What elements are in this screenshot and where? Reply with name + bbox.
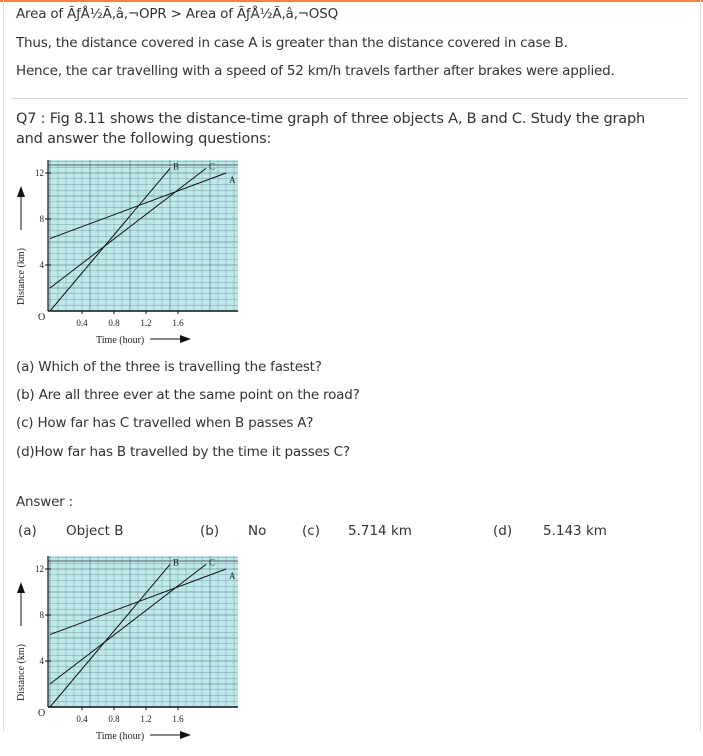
- right-border: [700, 0, 701, 732]
- series-label-B: B: [173, 161, 180, 172]
- answer-c-label: (c): [302, 523, 320, 539]
- x-tick-label: 1.6: [172, 714, 184, 724]
- answer-a-label: (a): [18, 523, 37, 539]
- answer-distance-time-graph: [0, 396, 260, 756]
- y-axis-label: Distance (km): [16, 644, 27, 701]
- x-axis-arrow-head-icon: [180, 335, 191, 343]
- question-text: Q7 : Fig 8.11 shows the distance-time graph of three objects A, B and C. Study the graph and answer the following questions:: [16, 111, 645, 147]
- y-tick-label: 8: [39, 610, 44, 620]
- x-tick-label: 1.2: [140, 318, 152, 328]
- answer-a-value: Object B: [66, 523, 124, 539]
- answer-b-value: No: [248, 523, 267, 539]
- origin-label: O: [38, 312, 46, 323]
- series-label-A: A: [229, 175, 236, 185]
- origin-label: O: [38, 708, 46, 719]
- answer-c-value: 5.714 km: [348, 523, 412, 539]
- x-tick-label: 0.4: [76, 714, 88, 724]
- answer-d-label: (d): [493, 523, 513, 539]
- y-tick-label: 4: [39, 656, 44, 666]
- y-tick-label: 8: [39, 214, 44, 224]
- question-part-d: (d)How far has B travelled by the time it passes C?: [16, 444, 350, 460]
- series-label-A: A: [229, 571, 236, 581]
- x-tick-label: 0.8: [108, 714, 120, 724]
- series-label-C: C: [209, 161, 216, 172]
- answer-d-value: 5.143 km: [543, 523, 607, 539]
- y-tick-label: 4: [39, 260, 44, 270]
- distance-time-graph: [0, 0, 260, 360]
- intro-line-1: Area of ÃƒÅ½Ã‚â‚¬OPR > Area of ÃƒÅ½Ã‚â‚¬OSQ: [16, 6, 339, 22]
- series-label-C: C: [209, 557, 216, 568]
- x-tick-label: 1.2: [140, 714, 152, 724]
- question-part-b: (b) Are all three ever at the same point on the road?: [16, 387, 360, 403]
- answer-heading: Answer :: [16, 494, 73, 510]
- y-tick-label: 12: [35, 564, 44, 574]
- question-part-c: (c) How far has C travelled when B passes A?: [16, 415, 314, 431]
- y-axis-arrow-head-icon: [17, 186, 25, 197]
- intro-line-3: Hence, the car travelling with a speed of 52 km/h travels farther after brakes were applied.: [16, 63, 615, 79]
- intro-line-2: Thus, the distance covered in case A is greater than the distance covered in case B.: [16, 35, 568, 51]
- y-tick-label: 12: [35, 168, 44, 178]
- series-label-B: B: [173, 557, 180, 568]
- y-axis-label: Distance (km): [16, 248, 27, 305]
- x-axis-label: Time (hour): [96, 335, 145, 346]
- x-tick-label: 0.8: [108, 318, 120, 328]
- x-tick-label: 1.6: [172, 318, 184, 328]
- y-axis-arrow-head-icon: [17, 582, 25, 593]
- x-axis-arrow-head-icon: [180, 731, 191, 739]
- x-axis-label: Time (hour): [96, 731, 145, 742]
- question-part-a: (a) Which of the three is travelling the fastest?: [16, 359, 322, 375]
- answer-b-label: (b): [200, 523, 220, 539]
- x-tick-label: 0.4: [76, 318, 88, 328]
